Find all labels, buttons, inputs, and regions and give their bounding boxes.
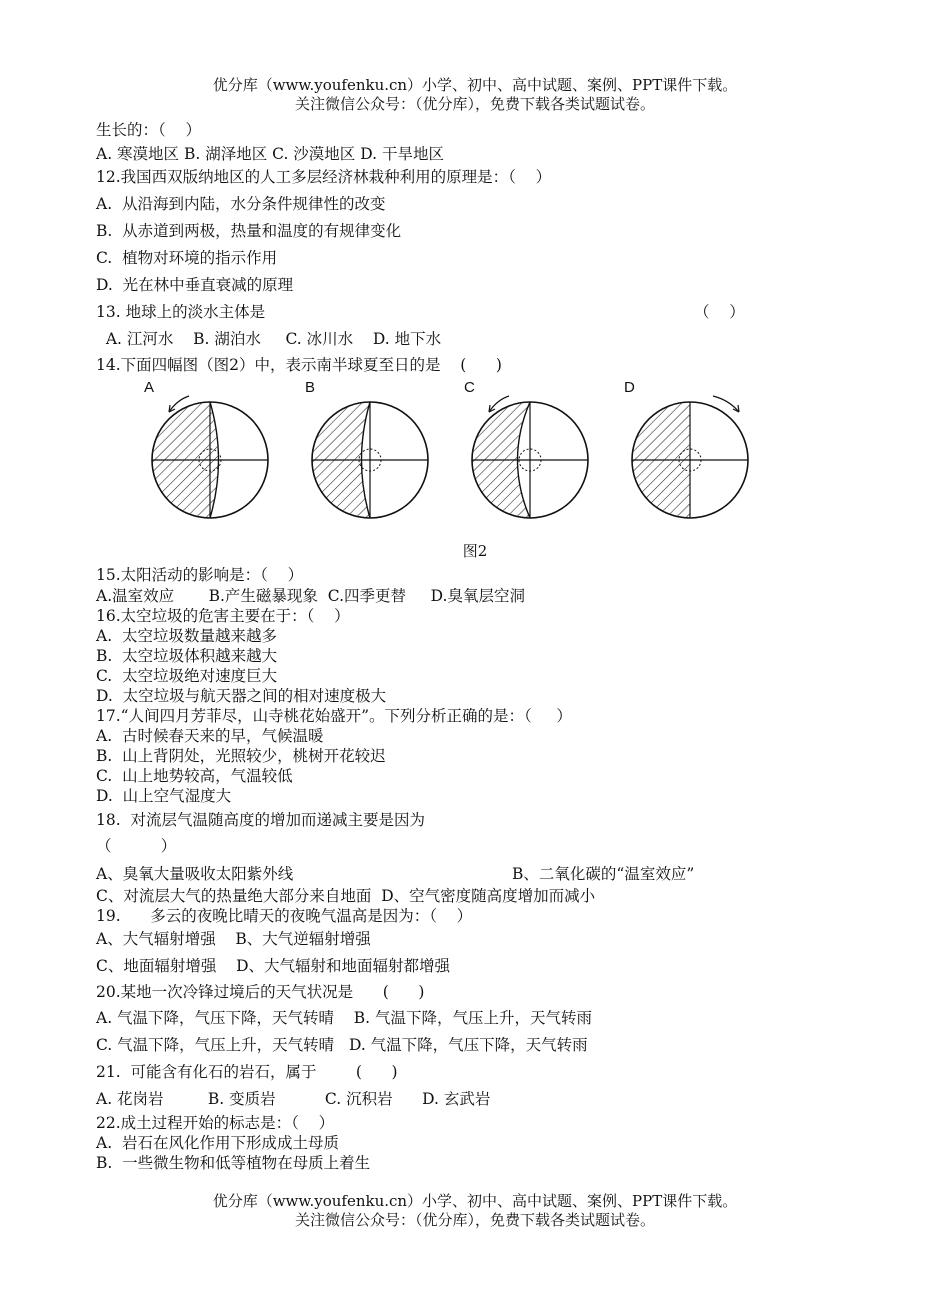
q18-stem: 18. 对流层气温随高度的增加而递减主要是因为 (96, 811, 426, 829)
footer-line-1: 优分库（www.youfenku.cn）小学、初中、高中试题、案例、PPT课件下载。 (212, 1192, 738, 1210)
q12-option-b: B. 从赤道到两极，热量和温度的有规律变化 (96, 222, 402, 240)
q16-option-d: D. 太空垃圾与航天器之间的相对速度极大 (96, 687, 387, 705)
q17-stem: 17.“人间四月芳菲尽，山寺桃花始盛开”。下列分析正确的是：（ ） (96, 707, 572, 725)
q20-stem: 20.某地一次冷锋过境后的天气状况是 ( ) (96, 983, 425, 1001)
globe-b (305, 390, 435, 530)
globe-d (625, 390, 755, 530)
q20-options-ab: A. 气温下降，气压下降，天气转晴 B. 气温下降，气压上升，天气转雨 (96, 1009, 593, 1027)
figure-label-d: D (624, 379, 635, 396)
q19-options-cd: C、地面辐射增强 D、大气辐射和地面辐射都增强 (96, 957, 450, 975)
q15-stem: 15.太阳活动的影响是：（ ） (96, 566, 304, 584)
header-line-2: 关注微信公众号：（优分库），免费下载各类试题试卷。 (294, 95, 655, 113)
q22-option-a: A. 岩石在风化作用下形成成土母质 (96, 1134, 339, 1152)
q11-stem-tail: 生长的：（ ） (96, 121, 201, 139)
q18-answer-blank: （ ） (96, 837, 177, 855)
q17-option-b: B. 山上背阴处，光照较少，桃树开花较迟 (96, 747, 386, 765)
q13-options: A. 江河水 B. 湖泊水 C. 冰川水 D. 地下水 (96, 330, 442, 348)
q11-options: A. 寒漠地区 B. 湖泽地区 C. 沙漠地区 D. 干旱地区 (96, 145, 444, 163)
q12-stem: 12.我国西双版纳地区的人工多层经济林栽种利用的原理是：（ ） (96, 168, 552, 186)
q22-option-b: B. 一些微生物和低等植物在母质上着生 (96, 1154, 371, 1172)
q12-option-c: C. 植物对环境的指示作用 (96, 249, 278, 267)
q14-stem: 14.下面四幅图（图2）中，表示南半球夏至日的是 ( ) (96, 356, 502, 374)
q18-options-cd: C、对流层大气的热量绝大部分来自地面 D、空气密度随高度增加而减小 (96, 887, 596, 905)
q17-option-d: D. 山上空气湿度大 (96, 787, 232, 805)
figure-caption: 图2 (462, 542, 488, 560)
q15-options: A.温室效应 B.产生磁暴现象 C.四季更替 D.臭氧层空洞 (96, 587, 525, 605)
q16-option-b: B. 太空垃圾体积越来越大 (96, 647, 278, 665)
q22-stem: 22.成土过程开始的标志是：（ ） (96, 1114, 335, 1132)
q18-option-b: B、二氧化碳的“温室效应” (512, 865, 695, 883)
q16-stem: 16.太空垃圾的危害主要在于：（ ） (96, 607, 350, 625)
q13-answer-blank: （ ） (694, 303, 745, 321)
q12-option-d: D. 光在林中垂直衰减的原理 (96, 276, 294, 294)
q13-stem: 13. 地球上的淡水主体是 (96, 303, 266, 321)
globe-a (145, 390, 275, 530)
q12-option-a: A. 从沿海到内陆，水分条件规律性的改变 (96, 195, 386, 213)
q17-option-a: A. 古时候春天来的早，气候温暖 (96, 727, 324, 745)
figure-label-c: C (464, 379, 475, 396)
q16-option-a: A. 太空垃圾数量越来越多 (96, 627, 277, 645)
figure-label-a: A (144, 379, 155, 396)
q17-option-c: C. 山上地势较高，气温较低 (96, 767, 293, 785)
footer-line-2: 关注微信公众号：（优分库），免费下载各类试题试卷。 (294, 1211, 655, 1229)
globe-c (465, 390, 595, 530)
q16-option-c: C. 太空垃圾绝对速度巨大 (96, 667, 278, 685)
q19-options-ab: A、大气辐射增强 B、大气逆辐射增强 (96, 930, 371, 948)
figure-label-b: B (305, 379, 316, 396)
q21-options: A. 花岗岩 B. 变质岩 C. 沉积岩 D. 玄武岩 (96, 1090, 491, 1108)
q20-options-cd: C. 气温下降，气压上升，天气转晴 D. 气温下降，气压下降，天气转雨 (96, 1036, 588, 1054)
q19-stem: 19. 多云的夜晚比晴天的夜晚气温高是因为：（ ） (96, 907, 473, 925)
header-line-1: 优分库（www.youfenku.cn）小学、初中、高中试题、案例、PPT课件下载。 (212, 76, 738, 94)
q18-option-a: A、臭氧大量吸收太阳紫外线 (96, 865, 294, 883)
q21-stem: 21. 可能含有化石的岩石，属于 ( ) (96, 1063, 398, 1081)
